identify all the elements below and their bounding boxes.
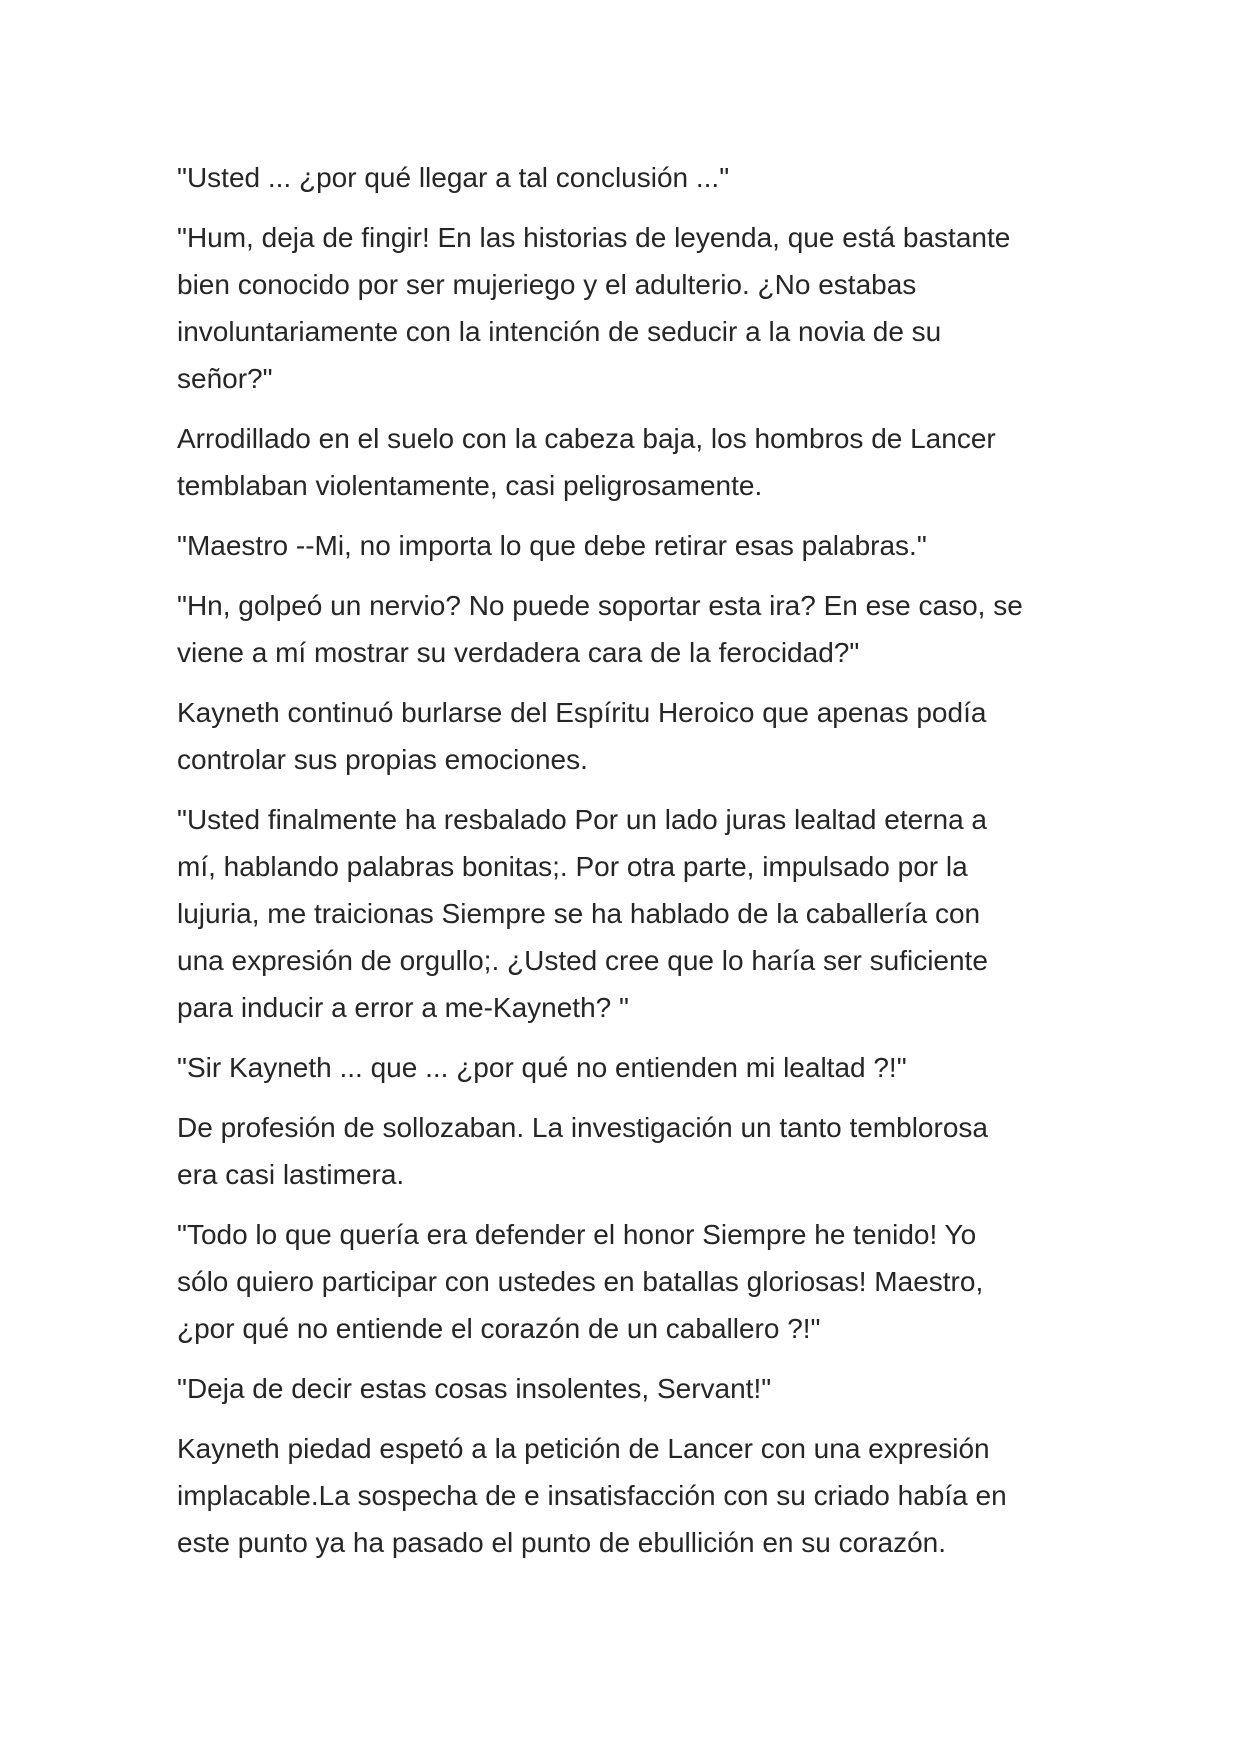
- text-line: temblaban violentamente, casi peligrosamente.: [177, 470, 763, 501]
- text-line: Kayneth piedad espetó a la petición de Lancer con una expresión: [177, 1433, 990, 1464]
- text-line: involuntariamente con la intención de seducir a la novia de su: [177, 316, 942, 347]
- text-line: lujuria, me traicionas Siempre se ha hablado de la caballería con: [177, 898, 981, 929]
- text-line: para inducir a error a me-Kayneth? ": [177, 992, 629, 1023]
- paragraph-2: [177, 214, 1077, 402]
- text-line: "Hum, deja de fingir! En las historias de leyenda, que está bastante: [177, 222, 1011, 253]
- text-line: "Usted finalmente ha resbalado Por un lado juras lealtad eterna a: [177, 804, 988, 835]
- paragraph-11: [177, 1365, 1077, 1412]
- paragraph-6: [177, 689, 1077, 783]
- paragraph-7: [177, 796, 1077, 1031]
- paragraph-5: [177, 582, 1077, 676]
- text-line: Arrodillado en el suelo con la cabeza baja, los hombros de Lancer: [177, 423, 996, 454]
- paragraph-1: [177, 154, 1077, 201]
- text-line: era casi lastimera.: [177, 1159, 405, 1190]
- text-line: controlar sus propias emociones.: [177, 744, 588, 775]
- paragraph-8: [177, 1044, 1077, 1091]
- text-line: viene a mí mostrar su verdadera cara de la ferocidad?": [177, 637, 860, 668]
- text-line: mí, hablando palabras bonitas;. Por otra parte, impulsado por la: [177, 851, 968, 882]
- paragraph-4: [177, 522, 1077, 569]
- text-line: este punto ya ha pasado el punto de ebullición en su corazón.: [177, 1527, 947, 1558]
- text-line: señor?": [177, 363, 273, 394]
- text-line: "Maestro --Mi, no importa lo que debe retirar esas palabras.": [177, 530, 927, 561]
- text-line: "Todo lo que quería era defender el honor Siempre he tenido! Yo: [177, 1219, 977, 1250]
- text-line: sólo quiero participar con ustedes en batallas gloriosas! Maestro,: [177, 1266, 984, 1297]
- text-line: "Sir Kayneth ... que ... ¿por qué no entienden mi lealtad ?!": [177, 1052, 907, 1083]
- paragraph-9: [177, 1104, 1077, 1198]
- paragraph-12: [177, 1425, 1077, 1566]
- body-text: [177, 154, 1077, 1579]
- paragraph-10: [177, 1211, 1077, 1352]
- text-line: "Hn, golpeó un nervio? No puede soportar esta ira? En ese caso, se: [177, 590, 1023, 621]
- text-line: "Deja de decir estas cosas insolentes, Servant!": [177, 1373, 772, 1404]
- text-line: Kayneth continuó burlarse del Espíritu Heroico que apenas podía: [177, 697, 987, 728]
- text-line: De profesión de sollozaban. La investigación un tanto temblorosa: [177, 1112, 988, 1143]
- text-line: implacable.La sospecha de e insatisfacción con su criado había en: [177, 1480, 1007, 1511]
- text-line: una expresión de orgullo;. ¿Usted cree que lo haría ser suficiente: [177, 945, 988, 976]
- paragraph-3: [177, 415, 1077, 509]
- text-line: bien conocido por ser mujeriego y el adulterio. ¿No estabas: [177, 269, 917, 300]
- text-line: "Usted ... ¿por qué llegar a tal conclusión ...": [177, 162, 730, 193]
- text-line: ¿por qué no entiende el corazón de un caballero ?!": [177, 1313, 821, 1344]
